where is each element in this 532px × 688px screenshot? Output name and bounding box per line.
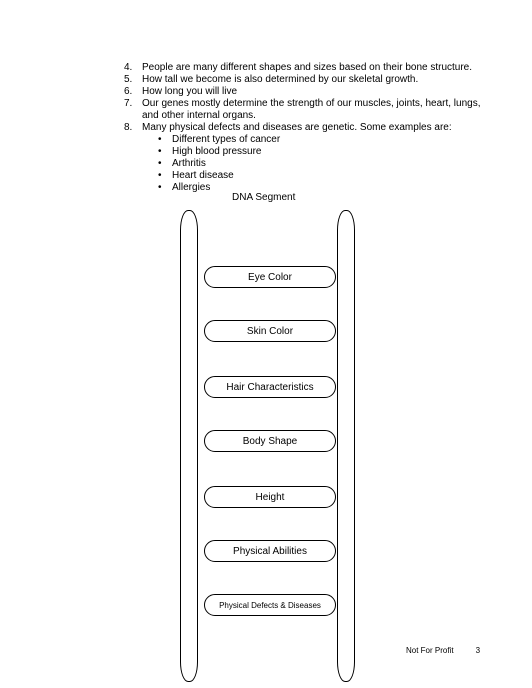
diagram-caption: DNA Segment bbox=[232, 192, 296, 203]
item-number: 5. bbox=[124, 74, 133, 85]
page-footer bbox=[406, 646, 526, 655]
item-number bbox=[124, 110, 142, 122]
item-text: Our genes mostly determine the strength of our muscles, joints, heart, lungs, bbox=[142, 98, 481, 109]
dna-rung: Skin Color bbox=[204, 320, 336, 342]
item-number: 6. bbox=[124, 86, 133, 97]
bullet-icon: • bbox=[158, 158, 162, 169]
bullet-text: Allergies bbox=[172, 182, 211, 193]
list-item bbox=[124, 122, 504, 134]
item-number: 4. bbox=[124, 62, 133, 73]
bullet-icon: • bbox=[158, 170, 162, 181]
bullet-item bbox=[158, 134, 504, 146]
list-item bbox=[124, 86, 504, 98]
bullet-icon: • bbox=[158, 182, 162, 193]
item-text: How long you will live bbox=[142, 86, 238, 97]
item-number: 7. bbox=[124, 98, 133, 109]
list-item bbox=[124, 62, 504, 74]
dna-rung: Physical Defects & Diseases bbox=[204, 594, 336, 616]
dna-rung: Body Shape bbox=[204, 430, 336, 452]
bullet-list bbox=[124, 134, 504, 194]
list-item bbox=[124, 110, 504, 122]
bullet-text: Different types of cancer bbox=[172, 134, 281, 145]
bullet-text: Heart disease bbox=[172, 170, 234, 181]
bullet-item bbox=[158, 170, 504, 182]
item-text: and other internal organs. bbox=[142, 110, 256, 121]
dna-rung: Eye Color bbox=[204, 266, 336, 288]
dna-backbone-right bbox=[337, 210, 355, 682]
numbered-list bbox=[124, 62, 504, 194]
bullet-text: High blood pressure bbox=[172, 146, 262, 157]
bullet-icon: • bbox=[158, 146, 162, 157]
footer-text: Not For Profit bbox=[406, 646, 454, 655]
bullet-icon: • bbox=[158, 134, 162, 145]
bullet-item bbox=[158, 182, 504, 194]
list-item bbox=[124, 74, 504, 86]
dna-backbone-left bbox=[180, 210, 198, 682]
bullet-text: Arthritis bbox=[172, 158, 206, 169]
item-text: How tall we become is also determined by our skeletal growth. bbox=[142, 74, 419, 85]
dna-rung: Hair Characteristics bbox=[204, 376, 336, 398]
dna-rung: Physical Abilities bbox=[204, 540, 336, 562]
item-text: Many physical defects and diseases are genetic. Some examples are: bbox=[142, 122, 452, 133]
page-number: 3 bbox=[475, 646, 481, 655]
list-item bbox=[124, 98, 504, 110]
dna-rung: Height bbox=[204, 486, 336, 508]
bullet-item bbox=[158, 146, 504, 158]
item-number: 8. bbox=[124, 122, 133, 133]
item-text: People are many different shapes and sizes based on their bone structure. bbox=[142, 62, 473, 73]
bullet-item bbox=[158, 158, 504, 170]
